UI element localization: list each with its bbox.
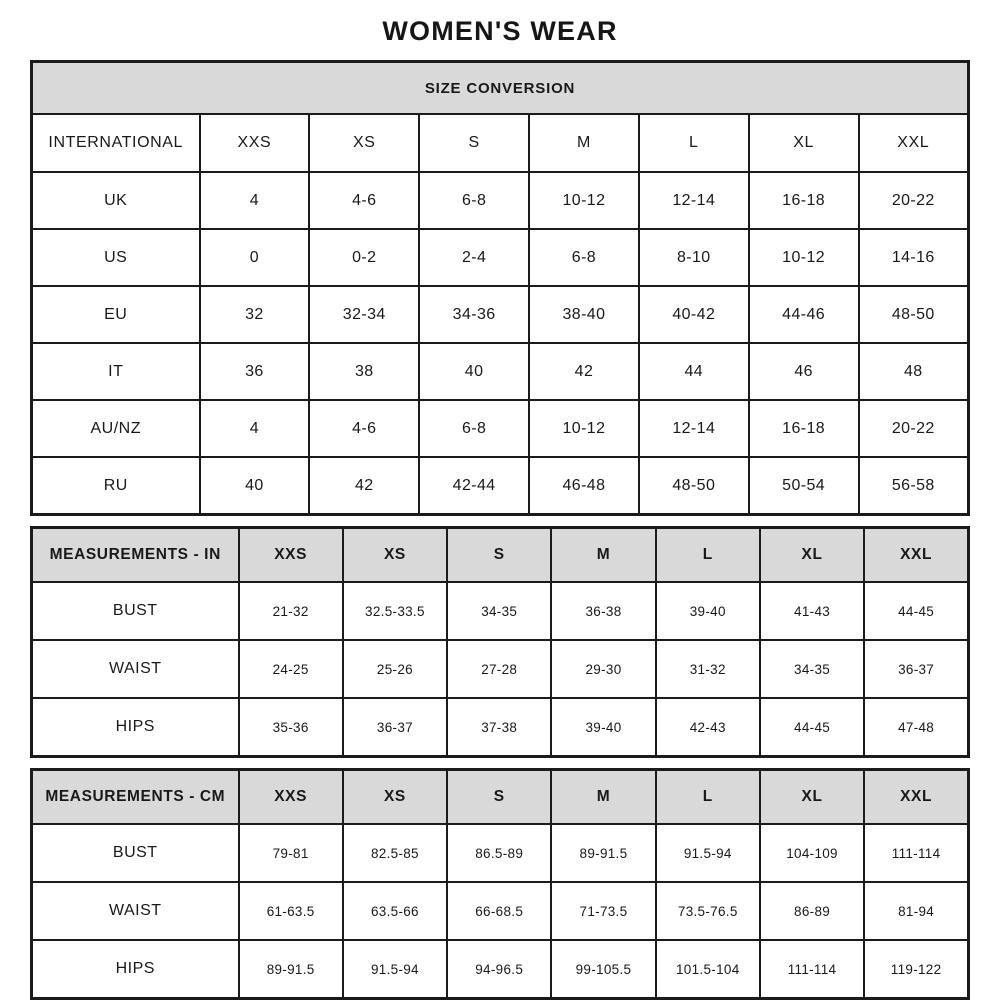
table-row <box>32 229 969 286</box>
value-cell: 12-14 <box>639 172 749 229</box>
value-cell: 40 <box>200 457 310 515</box>
value-cell: 16-18 <box>749 172 859 229</box>
value-cell: 73.5-76.5 <box>656 882 760 940</box>
value-cell: 6-8 <box>419 400 529 457</box>
value-cell: 66-68.5 <box>447 882 551 940</box>
table-row <box>32 286 969 343</box>
column-header-cell: S <box>447 770 551 825</box>
column-header-cell: XS <box>343 528 447 583</box>
row-label-cell: BUST <box>32 582 239 640</box>
value-cell: 63.5-66 <box>343 882 447 940</box>
value-cell: 27-28 <box>447 640 551 698</box>
value-cell: 10-12 <box>749 229 859 286</box>
value-cell: 44-45 <box>864 582 968 640</box>
value-cell: 44-45 <box>760 698 864 757</box>
value-cell: 86.5-89 <box>447 824 551 882</box>
value-cell: 25-26 <box>343 640 447 698</box>
value-cell: 36-37 <box>343 698 447 757</box>
value-cell: 48-50 <box>859 286 969 343</box>
column-header-cell: XXL <box>864 770 968 825</box>
value-cell: 36-38 <box>551 582 655 640</box>
value-cell: 21-32 <box>239 582 343 640</box>
value-cell: 6-8 <box>529 229 639 286</box>
value-cell: 8-10 <box>639 229 749 286</box>
value-cell: 36 <box>200 343 310 400</box>
value-cell: 61-63.5 <box>239 882 343 940</box>
value-cell: 82.5-85 <box>343 824 447 882</box>
column-header-cell: XXL <box>859 114 969 172</box>
value-cell: 34-35 <box>447 582 551 640</box>
value-cell: 46 <box>749 343 859 400</box>
value-cell: 46-48 <box>529 457 639 515</box>
value-cell: 71-73.5 <box>551 882 655 940</box>
value-cell: 34-35 <box>760 640 864 698</box>
column-header-cell: L <box>656 528 760 583</box>
value-cell: 48 <box>859 343 969 400</box>
measurements-cm-label-column-header: MEASUREMENTS - CM <box>32 770 239 825</box>
row-label-cell: IT <box>32 343 200 400</box>
value-cell: 39-40 <box>656 582 760 640</box>
size-conversion-label-column-header: INTERNATIONAL <box>32 114 200 172</box>
value-cell: 36-37 <box>864 640 968 698</box>
value-cell: 14-16 <box>859 229 969 286</box>
value-cell: 31-32 <box>656 640 760 698</box>
table-row <box>32 172 969 229</box>
value-cell: 34-36 <box>419 286 529 343</box>
column-header-cell: XXL <box>864 528 968 583</box>
tables-container <box>30 60 970 1000</box>
value-cell: 2-4 <box>419 229 529 286</box>
column-header-cell: XL <box>749 114 859 172</box>
measurements-in-label-column-header: MEASUREMENTS - IN <box>32 528 239 583</box>
column-header-cell: L <box>639 114 749 172</box>
row-label-cell: HIPS <box>32 698 239 757</box>
value-cell: 42-44 <box>419 457 529 515</box>
value-cell: 38 <box>309 343 419 400</box>
row-label-cell: EU <box>32 286 200 343</box>
column-header-cell: XXS <box>239 528 343 583</box>
value-cell: 91.5-94 <box>343 940 447 999</box>
value-cell: 101.5-104 <box>656 940 760 999</box>
value-cell: 111-114 <box>864 824 968 882</box>
value-cell: 32.5-33.5 <box>343 582 447 640</box>
column-header-cell: S <box>447 528 551 583</box>
value-cell: 81-94 <box>864 882 968 940</box>
value-cell: 91.5-94 <box>656 824 760 882</box>
value-cell: 89-91.5 <box>239 940 343 999</box>
table-row <box>32 882 969 940</box>
column-header-cell: S <box>419 114 529 172</box>
table-row <box>32 343 969 400</box>
value-cell: 29-30 <box>551 640 655 698</box>
value-cell: 24-25 <box>239 640 343 698</box>
row-label-cell: BUST <box>32 824 239 882</box>
row-label-cell: UK <box>32 172 200 229</box>
size-conversion-table <box>30 60 970 516</box>
value-cell: 56-58 <box>859 457 969 515</box>
value-cell: 104-109 <box>760 824 864 882</box>
value-cell: 0-2 <box>309 229 419 286</box>
value-cell: 40-42 <box>639 286 749 343</box>
value-cell: 12-14 <box>639 400 749 457</box>
value-cell: 20-22 <box>859 172 969 229</box>
value-cell: 38-40 <box>529 286 639 343</box>
value-cell: 44-46 <box>749 286 859 343</box>
table-row <box>32 940 969 999</box>
value-cell: 94-96.5 <box>447 940 551 999</box>
row-label-cell: US <box>32 229 200 286</box>
value-cell: 119-122 <box>864 940 968 999</box>
table-row <box>32 457 969 515</box>
column-header-cell: XL <box>760 770 864 825</box>
table-row <box>32 640 969 698</box>
column-header-cell: M <box>551 528 655 583</box>
value-cell: 32 <box>200 286 310 343</box>
value-cell: 47-48 <box>864 698 968 757</box>
value-cell: 89-91.5 <box>551 824 655 882</box>
value-cell: 20-22 <box>859 400 969 457</box>
value-cell: 4 <box>200 400 310 457</box>
column-header-cell: XXS <box>239 770 343 825</box>
value-cell: 4-6 <box>309 172 419 229</box>
value-cell: 40 <box>419 343 529 400</box>
value-cell: 44 <box>639 343 749 400</box>
column-header-cell: L <box>656 770 760 825</box>
row-label-cell: AU/NZ <box>32 400 200 457</box>
value-cell: 99-105.5 <box>551 940 655 999</box>
table-row <box>32 824 969 882</box>
column-header-cell: XL <box>760 528 864 583</box>
value-cell: 42 <box>309 457 419 515</box>
row-label-cell: WAIST <box>32 882 239 940</box>
value-cell: 50-54 <box>749 457 859 515</box>
row-label-cell: HIPS <box>32 940 239 999</box>
value-cell: 16-18 <box>749 400 859 457</box>
value-cell: 6-8 <box>419 172 529 229</box>
column-header-cell: M <box>529 114 639 172</box>
row-label-cell: WAIST <box>32 640 239 698</box>
value-cell: 41-43 <box>760 582 864 640</box>
value-cell: 10-12 <box>529 400 639 457</box>
value-cell: 32-34 <box>309 286 419 343</box>
value-cell: 4 <box>200 172 310 229</box>
value-cell: 42-43 <box>656 698 760 757</box>
value-cell: 48-50 <box>639 457 749 515</box>
value-cell: 35-36 <box>239 698 343 757</box>
value-cell: 39-40 <box>551 698 655 757</box>
table-row <box>32 400 969 457</box>
size-conversion-banner: SIZE CONVERSION <box>32 62 969 115</box>
value-cell: 111-114 <box>760 940 864 999</box>
table-row <box>32 582 969 640</box>
table-row <box>32 698 969 757</box>
value-cell: 4-6 <box>309 400 419 457</box>
value-cell: 37-38 <box>447 698 551 757</box>
column-header-cell: XS <box>309 114 419 172</box>
value-cell: 79-81 <box>239 824 343 882</box>
value-cell: 86-89 <box>760 882 864 940</box>
column-header-cell: XS <box>343 770 447 825</box>
measurements-in-table <box>30 526 970 758</box>
column-header-cell: M <box>551 770 655 825</box>
page-title: WOMEN'S WEAR <box>382 16 618 46</box>
value-cell: 10-12 <box>529 172 639 229</box>
column-header-cell: XXS <box>200 114 310 172</box>
value-cell: 42 <box>529 343 639 400</box>
value-cell: 0 <box>200 229 310 286</box>
measurements-cm-table <box>30 768 970 1000</box>
row-label-cell: RU <box>32 457 200 515</box>
